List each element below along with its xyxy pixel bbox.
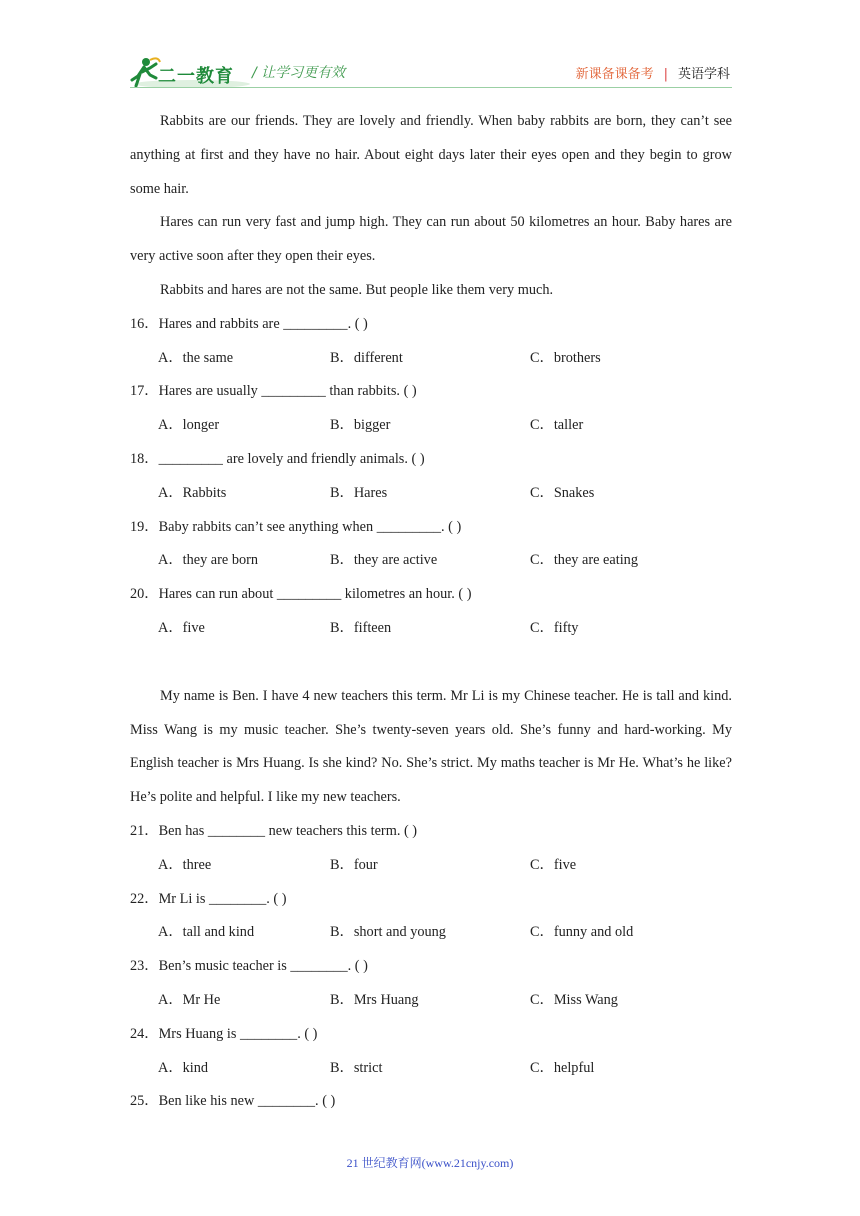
- question-23: 23．Ben’s music teacher is ________. ( ): [130, 958, 368, 975]
- page-header: [130, 54, 730, 94]
- slogan: / 让学习更有效: [252, 65, 346, 81]
- options-19: [130, 544, 732, 578]
- question-20: 20．Hares can run about _________ kilometres an hour. ( ): [130, 586, 472, 603]
- option-c: C．brothers: [530, 349, 601, 366]
- option-c: C．Snakes: [530, 484, 595, 501]
- options-23: [130, 984, 732, 1018]
- option-a: A．the same: [158, 349, 234, 366]
- option-b: B．Mrs Huang: [330, 991, 419, 1008]
- option-c: C．five: [530, 856, 577, 873]
- option-a: A．five: [158, 619, 205, 636]
- question-16: 16．Hares and rabbits are _________. ( ): [130, 315, 368, 332]
- question-17: 17．Hares are usually _________ than rabbits. ( ): [130, 383, 417, 400]
- options-24: [130, 1052, 732, 1086]
- question-19: 19．Baby rabbits can’t see anything when _________. ( ): [130, 518, 462, 535]
- option-b: B．they are active: [330, 552, 438, 569]
- worksheet-content: [130, 105, 732, 1119]
- question-25: 25．Ben like his new ________. ( ): [130, 1093, 336, 1110]
- section-gap: [130, 646, 732, 680]
- option-c: C．Miss Wang: [530, 991, 618, 1008]
- options-22: [130, 916, 732, 950]
- option-a: A．three: [158, 856, 212, 873]
- option-a: A．longer: [158, 417, 220, 434]
- option-c: C．fifty: [530, 619, 579, 636]
- options-18: [130, 477, 732, 511]
- option-b: B．short and young: [330, 924, 446, 941]
- options-20: [130, 612, 732, 646]
- option-b: B．four: [330, 856, 378, 873]
- option-a: A．they are born: [158, 552, 259, 569]
- passage-paragraph: Rabbits are our friends. They are lovely and friendly. When baby rabbits are born, they can’t see anything at first and they have no hair. About eight days later their eyes open and they begin to grow some hair.: [130, 113, 732, 197]
- option-a: A．tall and kind: [158, 924, 255, 941]
- option-a: A．kind: [158, 1059, 209, 1076]
- header-right: [576, 63, 730, 82]
- question-18: 18．_________ are lovely and friendly animals. ( ): [130, 450, 425, 467]
- options-16: [130, 342, 732, 376]
- option-a: A．Rabbits: [158, 484, 227, 501]
- brand-name: 二一教育: [158, 66, 234, 87]
- option-a: A．Mr He: [158, 991, 221, 1008]
- option-b: B．Hares: [330, 484, 388, 501]
- option-c: C．they are eating: [530, 552, 638, 569]
- passage-paragraph: Rabbits and hares are not the same. But people like them very much.: [160, 281, 554, 298]
- options-21: [130, 849, 732, 883]
- option-b: B．bigger: [330, 417, 391, 434]
- option-c: C．funny and old: [530, 924, 634, 941]
- passage-paragraph: My name is Ben. I have 4 new teachers this term. Mr Li is my Chinese teacher. He is tall and kind. Miss Wang is my music teacher. She’s twenty-seven years old. She’s funny and hard-working. My English teacher is Mrs Huang. Is she kind? No. She’s strict. My maths teacher is Mr He. What’s he like? He’s polite and helpful. I like my new teachers.: [130, 687, 732, 806]
- question-21: 21．Ben has ________ new teachers this term. ( ): [130, 822, 418, 839]
- course-tag: 新课备课备考: [575, 67, 654, 82]
- question-22: 22．Mr Li is ________. ( ): [130, 890, 287, 907]
- option-c: C．taller: [530, 417, 584, 434]
- subject-label: 英语学科: [677, 67, 730, 82]
- question-24: 24．Mrs Huang is ________. ( ): [130, 1025, 318, 1042]
- header-divider: [130, 87, 732, 88]
- page-footer: 21 世纪教育网(www.21cnjy.com): [346, 1156, 514, 1170]
- option-b: B．different: [330, 349, 403, 366]
- options-17: [130, 409, 732, 443]
- option-b: B．strict: [330, 1059, 383, 1076]
- option-b: B．fifteen: [330, 619, 392, 636]
- option-c: C．helpful: [530, 1059, 595, 1076]
- passage-paragraph: Hares can run very fast and jump high. They can run about 50 kilometres an hour. Baby hares are very active soon after they open their eyes.: [130, 214, 732, 265]
- header-separator: |: [663, 67, 668, 82]
